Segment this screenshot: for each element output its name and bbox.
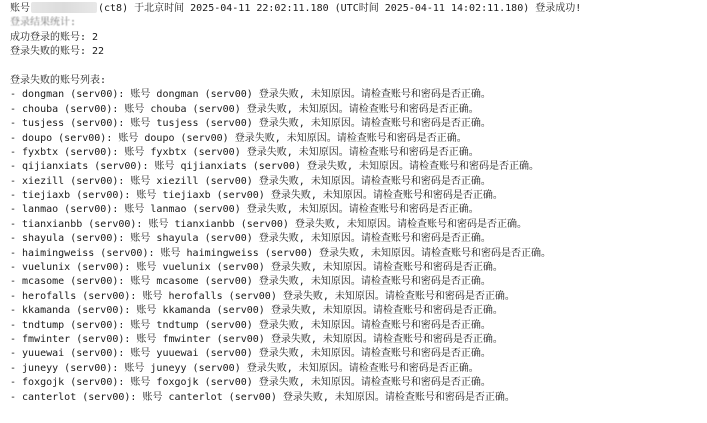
failure-item: - tiejiaxb (serv00): 账号 tiejiaxb (serv00) 登录失败, 未知原因。请检查账号和密码是否正确。	[10, 190, 503, 202]
failure-item: - haimingweiss (serv00): 账号 haimingweiss (serv00) 登录失败, 未知原因。请检查账号和密码是否正确。	[10, 247, 552, 259]
failure-item: - chouba (serv00): 账号 chouba (serv00) 登录失败, 未知原因。请检查账号和密码是否正确。	[10, 103, 479, 115]
failure-item: - foxgojk (serv00): 账号 foxgojk (serv00) 登录失败, 未知原因。请检查账号和密码是否正确。	[10, 377, 491, 389]
failure-item: - qijianxiats (serv00): 账号 qijianxiats (serv00) 登录失败, 未知原因。请检查账号和密码是否正确。	[10, 161, 539, 173]
failure-item: - kkamanda (serv00): 账号 kkamanda (serv00) 登录失败, 未知原因。请检查账号和密码是否正确。	[10, 305, 503, 317]
failures-title: 登录失败的账号列表:	[10, 74, 107, 86]
stats-failed-count: 登录失败的账号: 22	[10, 46, 105, 58]
stats-success-count: 成功登录的账号: 2	[10, 31, 99, 43]
stats-title: 登录结果统计:	[10, 17, 77, 29]
login-log	[10, 2, 700, 405]
blank-line	[10, 60, 700, 74]
failure-item: - doupo (serv00): 账号 doupo (serv00) 登录失败, 未知原因。请检查账号和密码是否正确。	[10, 132, 467, 144]
redacted-account-name	[31, 2, 97, 13]
failure-item: - xiezill (serv00): 账号 xiezill (serv00) 登录失败, 未知原因。请检查账号和密码是否正确。	[10, 175, 491, 187]
failure-item: - tianxianbb (serv00): 账号 tianxianbb (serv00) 登录失败, 未知原因。请检查账号和密码是否正确。	[10, 218, 527, 230]
failure-item: - yuuewai (serv00): 账号 yuuewai (serv00) 登录失败, 未知原因。请检查账号和密码是否正确。	[10, 348, 491, 360]
failure-item: - herofalls (serv00): 账号 herofalls (serv00) 登录失败, 未知原因。请检查账号和密码是否正确。	[10, 290, 515, 302]
failure-item: - fyxbtx (serv00): 账号 fyxbtx (serv00) 登录失败, 未知原因。请检查账号和密码是否正确。	[10, 146, 479, 158]
failure-item: - vuelunix (serv00): 账号 vuelunix (serv00) 登录失败, 未知原因。请检查账号和密码是否正确。	[10, 262, 503, 274]
failure-item: - mcasome (serv00): 账号 mcasome (serv00) 登录失败, 未知原因。请检查账号和密码是否正确。	[10, 276, 491, 288]
failure-item: - lanmao (serv00): 账号 lanmao (serv00) 登录失败, 未知原因。请检查账号和密码是否正确。	[10, 204, 479, 216]
header-suffix: (ct8) 于北京时间 2025-04-11 22:02:11.180 (UTC时间 2025-04-11 14:02:11.180) 登录成功!	[98, 3, 582, 14]
failure-item: - juneyy (serv00): 账号 juneyy (serv00) 登录失败, 未知原因。请检查账号和密码是否正确。	[10, 362, 479, 374]
failure-item: - fmwinter (serv00): 账号 fmwinter (serv00) 登录失败, 未知原因。请检查账号和密码是否正确。	[10, 333, 503, 345]
failure-item: - tndtump (serv00): 账号 tndtump (serv00) 登录失败, 未知原因。请检查账号和密码是否正确。	[10, 319, 491, 331]
failure-item: - tusjess (serv00): 账号 tusjess (serv00) 登录失败, 未知原因。请检查账号和密码是否正确。	[10, 118, 491, 130]
failure-item: - dongman (serv00): 账号 dongman (serv00) 登录失败, 未知原因。请检查账号和密码是否正确。	[10, 89, 491, 101]
failure-item: - canterlot (serv00): 账号 canterlot (serv00) 登录失败, 未知原因。请检查账号和密码是否正确。	[10, 391, 515, 403]
failure-item: - shayula (serv00): 账号 shayula (serv00) 登录失败, 未知原因。请检查账号和密码是否正确。	[10, 233, 491, 245]
header-prefix: 账号	[10, 3, 30, 14]
login-success-line	[10, 2, 700, 16]
